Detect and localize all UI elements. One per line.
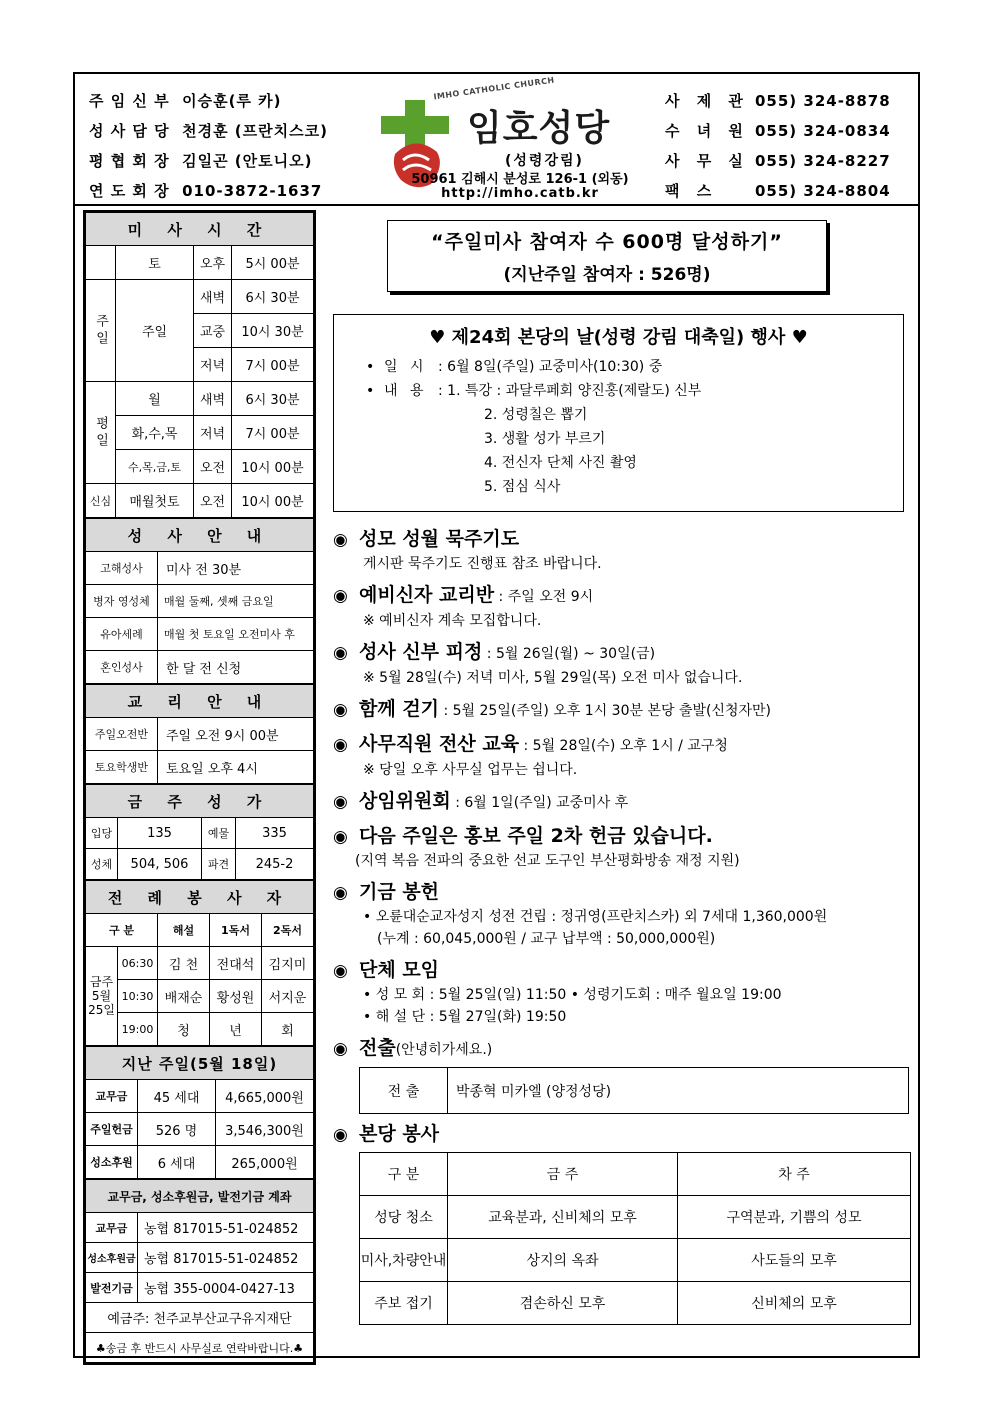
notice-list — [333, 526, 918, 1332]
event-item: 4. 전신자 단체 사진 촬영 — [484, 455, 637, 471]
goal-title: “주일미사 참여자 수 600명 달성하기” — [431, 231, 783, 253]
church-address: 50961 김해시 분성로 126-1 (외동) — [411, 172, 629, 187]
section-title: 지난 주일(5월 18일) — [86, 1047, 314, 1080]
groups-item: ◉ 단체 모임 • 성 모 회 : 5월 25일(일) 11:50 • 성령기도회 : 매주 월요일 19:00 • 해 설 단 : 5월 27일(화) 19:50 — [333, 959, 782, 1025]
staff-list — [89, 86, 349, 206]
catechism-table: 교 리 안 내 주일오전반 주일 오전 9시 00분 토요학생반 토요일 오후 4시 — [85, 684, 314, 784]
contact-row: 사 무 실 055) 324-8227 — [665, 152, 891, 170]
section-title: 교무금, 성소후원금, 발전기금 계좌 — [86, 1180, 314, 1213]
notice-item: ◉ 예비신자 교리반 : 주일 오전 9시 ※ 예비신자 계속 모집합니다. — [333, 584, 594, 629]
staff-row: 성 사 담 당 천경훈 (프란치스코) — [89, 122, 328, 140]
church-subtitle: (성령강림) — [505, 153, 584, 169]
bulletin-frame — [73, 72, 920, 1358]
target-bullet-icon: ◉ — [333, 700, 348, 720]
contact-row: 수 녀 원 055) 324-0834 — [665, 122, 891, 140]
section-title: 교 리 안 내 — [86, 685, 314, 718]
contact-list — [665, 86, 915, 206]
notice-item: ◉ 성사 신부 피정 : 5월 26일(월) ~ 30일(금) ※ 5월 28일(수) 저녁 미사, 5월 29일(목) 오전 미사 없습니다. — [333, 641, 743, 686]
notice-item: ◉ 성모 성월 묵주기도 게시판 묵주기도 진행표 참조 바랍니다. — [333, 528, 602, 572]
event-box — [333, 314, 904, 512]
group-label: 평일 — [86, 382, 116, 484]
sidebar — [83, 210, 316, 1365]
account-holder: 예금주: 천주교부산교구유지재단 — [86, 1303, 314, 1333]
event-date: • 일 시 : 6월 8일(주일) 교중미사(10:30) 중 — [366, 359, 663, 375]
event-item: 2. 성령칠은 뽑기 — [484, 407, 588, 423]
section-title: 금 주 성 가 — [86, 785, 314, 818]
hymn-table: 금 주 성 가 입당 135 예물 335 성체 504, 506 파견 245-2 — [85, 784, 314, 880]
section-title: 전 례 봉 사 자 — [86, 881, 314, 914]
church-url[interactable]: http://imho.catb.kr — [441, 186, 599, 201]
target-bullet-icon: ◉ — [333, 643, 348, 663]
event-item: 5. 점심 식사 — [484, 479, 561, 495]
staff-row: 평 협 회 장 김일곤 (안토니오) — [89, 152, 313, 170]
goal-subtitle: (지난주일 참여자 : 526명) — [503, 265, 711, 285]
target-bullet-icon: ◉ — [333, 530, 348, 550]
goal-box — [387, 220, 827, 292]
target-bullet-icon: ◉ — [333, 1039, 348, 1059]
notice-item: ◉ 사무직원 전산 교육 : 5월 28일(수) 오후 1시 / 교구청 ※ 당일 오후 사무실 업무는 쉽니다. — [333, 733, 728, 778]
church-name: 임호성당 — [467, 108, 611, 149]
sacrament-table: 성 사 안 내 고해성사 미사 전 30분 병자 영성체 매월 둘째, 셋째 금요일 유아세례 매월 첫 토요일 오전미사 후 혼인성사 한 달 전 신청 — [85, 518, 314, 684]
staff-row: 주 임 신 부 이승훈(루 카) — [89, 92, 282, 110]
target-bullet-icon: ◉ — [333, 586, 348, 606]
notice-item: ◉ 상임위원회 : 6월 1일(주일) 교중미사 후 — [333, 788, 918, 816]
servers-table: 전 례 봉 사 자 구 분 해설 1독서 2독서 금주 5월 25일 06:30 김 천 전대석 김지미 10:30 배재순 황성원 서지운 19:00 청 년 회 — [85, 880, 314, 1046]
accounts-table: 교무금, 성소후원금, 발전기금 계좌 교무금 농협 817015-51-024852 성소후원금 농협 817015-51-024852 발전기금 농협 355-0004-0427-13 예금주: 천주교부산교구유지재단 ♣송금 후 반드시 사무실로 연락바랍니다.♣ — [85, 1179, 314, 1363]
contact-row: 사 제 관 055) 324-8878 — [665, 92, 891, 110]
lastweek-table: 지난 주일(5월 18일) 교무금 45 세대 4,665,000원 주일헌금 526 명 3,546,300원 성소후원 6 세대 265,000원 — [85, 1046, 314, 1179]
section-title: 미 사 시 간 — [86, 213, 314, 246]
notice-item: ◉ 함께 걷기 : 5월 25일(주일) 오후 1시 30분 본당 출발(신청자만) — [333, 696, 918, 724]
event-content: • 내 용 : 1. 특강 : 과달루페회 양진홍(제랄도) 신부 — [366, 383, 702, 399]
section-title: 성 사 안 내 — [86, 519, 314, 552]
event-item: 3. 생활 성가 부르기 — [484, 431, 606, 447]
contact-row: 팩 스 055) 324-8804 — [665, 182, 891, 200]
staff-row: 연 도 회 장 010-3872-1637 — [89, 182, 323, 200]
church-logo — [375, 75, 665, 204]
header — [75, 74, 918, 206]
servers-group: 금주 5월 25일 — [86, 947, 118, 1046]
target-bullet-icon: ◉ — [333, 883, 348, 903]
mass-time-table: 미 사 시 간 토 오후 5시 00분 주일 주일 새벽 6시 30분 교중 10시 30분 저녁 7시 00분 평일 월 새벽 6시 30분 화,수,목 저녁 7시 00분 수,목,금,토 오전 10시 00분 신심 매월첫토 오전 10시 00분 — [85, 212, 314, 518]
transfer-item: ◉ 전출(안녕히가세요.) 전 출 박종혁 미카엘 (양정성당) — [333, 1035, 918, 1114]
target-bullet-icon: ◉ — [333, 735, 348, 755]
target-bullet-icon: ◉ — [333, 1125, 348, 1145]
church-english-name: IMHO CATHOLIC CHURCH — [432, 75, 556, 102]
account-notice: ♣송금 후 반드시 사무실로 연락바랍니다.♣ — [86, 1333, 314, 1363]
event-title: ♥ 제24회 본당의 날(성령 강림 대축일) 행사 ♥ — [429, 327, 808, 348]
fund-item: ◉ 기금 봉헌 • 오륜대순교자성지 성전 건립 : 정귀영(프란치스카) 외 7세대 1,360,000원 (누계 : 60,045,000원 / 교구 납부액 : 50,000,000원) — [333, 881, 828, 947]
cross-horizontal — [381, 116, 449, 134]
target-bullet-icon: ◉ — [333, 827, 348, 847]
target-bullet-icon: ◉ — [333, 961, 348, 981]
service-table: 구 분 금 주 차 주 성당 청소 교육분과, 신비체의 모후 구역분과, 기쁨의 성모 미사,차량안내 상지의 옥좌 사도들의 모후 주보 접기 겸손하신 모후 신비체의 모후 — [359, 1152, 911, 1325]
service-item: ◉ 본당 봉사 구 분 금 주 차 주 성당 청소 교육분과, 신비체의 모후 구역분과, 기쁨의 성모 미사,차량안내 상지의 옥좌 사도들의 모후 주보 접기 겸손하신 모후 신비체의 모후 — [333, 1121, 918, 1325]
notice-item: ◉ 다음 주일은 홍보 주일 2차 헌금 있습니다. (지역 복음 전파의 중요한 선교 도구인 부산평화방송 재정 지원) — [333, 825, 740, 869]
target-bullet-icon: ◉ — [333, 792, 348, 812]
transfer-table: 전 출 박종혁 미카엘 (양정성당) — [359, 1067, 909, 1114]
group-label: 주일 — [86, 280, 116, 382]
